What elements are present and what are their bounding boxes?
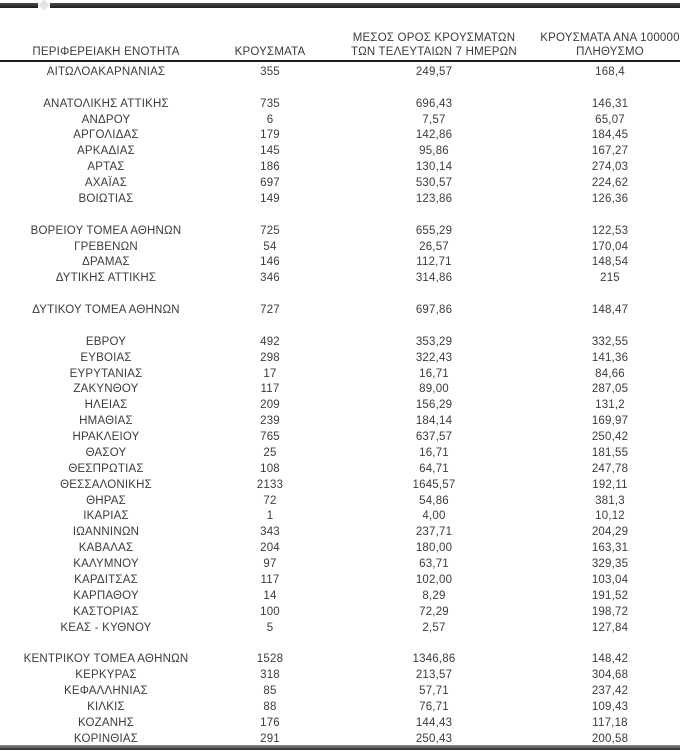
cell-regional-unit: ΗΛΕΙΑΣ xyxy=(84,399,128,412)
cell-regional-unit: ΑΝΔΡΟΥ xyxy=(81,113,131,126)
cell-7day-average: 4,00 xyxy=(422,510,446,523)
cell-regional-unit: ΔΡΑΜΑΣ xyxy=(82,256,130,269)
cell-regional-unit: ΚΑΣΤΟΡΙΑΣ xyxy=(73,605,139,618)
column-header-regional-unit xyxy=(0,45,212,59)
page-top-edge-bar-left xyxy=(0,3,38,8)
cell-7day-average: 314,86 xyxy=(415,272,453,285)
cell-regional-unit: ΚΕΦΑΛΛΗΝΙΑΣ xyxy=(63,685,148,698)
table-row xyxy=(0,683,680,699)
cell-7day-average: 696,43 xyxy=(415,97,453,110)
table-row xyxy=(0,540,680,556)
table-row xyxy=(0,64,680,80)
cell-cases-per-100000: 84,66 xyxy=(595,367,625,380)
cell-cases: 186 xyxy=(260,161,280,174)
table-row xyxy=(0,572,680,588)
table-row xyxy=(0,445,680,461)
cell-regional-unit: ΘΕΣΣΑΛΟΝΙΚΗΣ xyxy=(60,478,152,491)
cell-7day-average: 102,00 xyxy=(415,573,453,586)
table-row xyxy=(0,493,680,509)
cell-cases: 145 xyxy=(260,145,280,158)
cell-regional-unit: ΘΑΣΟΥ xyxy=(85,446,127,459)
cell-cases-per-100000: 10,12 xyxy=(595,510,625,523)
cell-cases: 343 xyxy=(260,526,280,539)
cell-cases-per-100000: 65,07 xyxy=(595,113,625,126)
cell-cases: 5 xyxy=(266,621,274,634)
cell-cases-per-100000: 250,42 xyxy=(591,431,629,444)
cell-7day-average: 530,57 xyxy=(415,177,453,190)
table-row xyxy=(0,112,680,128)
cell-cases-per-100000: 198,72 xyxy=(591,605,629,618)
cell-7day-average: 54,86 xyxy=(419,494,449,507)
cell-cases: 204 xyxy=(260,542,280,555)
cell-7day-average: 144,43 xyxy=(415,716,453,729)
cell-cases: 697 xyxy=(260,177,280,190)
table-row xyxy=(0,366,680,382)
table-row xyxy=(0,397,680,413)
table-row xyxy=(0,715,680,731)
cell-regional-unit: ΙΚΑΡΙΑΣ xyxy=(83,510,129,523)
cell-cases-per-100000: 168,4 xyxy=(595,65,625,78)
cell-cases-per-100000: 332,55 xyxy=(591,335,629,348)
cell-cases: 117 xyxy=(260,383,280,396)
table-row xyxy=(0,699,680,715)
cell-7day-average: 322,43 xyxy=(415,351,453,364)
cell-cases-per-100000: 148,42 xyxy=(591,653,629,666)
table-spacer-row xyxy=(0,207,680,223)
cell-cases-per-100000: 117,18 xyxy=(592,716,628,729)
table-row xyxy=(0,223,680,239)
cell-7day-average: 130,14 xyxy=(415,161,453,174)
cell-cases: 72 xyxy=(263,494,277,507)
cell-cases: 179 xyxy=(260,129,280,142)
table-row xyxy=(0,477,680,493)
cell-7day-average: 89,00 xyxy=(419,383,449,396)
cell-cases-per-100000: 169,97 xyxy=(591,415,629,428)
cell-regional-unit: ΙΩΑΝΝΙΝΩΝ xyxy=(72,526,140,539)
cell-7day-average: 142,86 xyxy=(415,129,453,142)
column-header-cases xyxy=(212,45,328,59)
cell-cases: 725 xyxy=(260,224,280,237)
table-row xyxy=(0,588,680,604)
cell-cases-per-100000: 200,58 xyxy=(591,732,629,745)
cell-7day-average: 353,29 xyxy=(415,335,453,348)
cell-cases-per-100000: 181,55 xyxy=(591,446,629,459)
cell-cases: 298 xyxy=(260,351,280,364)
cell-cases: 492 xyxy=(260,335,280,348)
cell-cases-per-100000: 148,54 xyxy=(591,256,629,269)
cell-cases-per-100000: 224,62 xyxy=(591,177,629,190)
cell-cases-per-100000: 247,78 xyxy=(591,462,629,475)
cell-cases-per-100000: 184,45 xyxy=(591,129,629,142)
cell-regional-unit: ΔΥΤΙΚΟΥ ΤΟΜΕΑ ΑΘΗΝΩΝ xyxy=(32,304,180,317)
cell-7day-average: 249,57 xyxy=(415,65,453,78)
cell-regional-unit: ΔΥΤΙΚΗΣ ΑΤΤΙΚΗΣ xyxy=(55,272,157,285)
table-row xyxy=(0,461,680,477)
cell-cases: 17 xyxy=(263,367,277,380)
cell-regional-unit: ΑΡΚΑΔΙΑΣ xyxy=(77,145,135,158)
cell-cases: 149 xyxy=(260,192,280,205)
cell-cases: 6 xyxy=(266,113,274,126)
column-header-cases-per-100000 xyxy=(540,31,680,59)
cell-cases: 239 xyxy=(260,415,280,428)
cell-cases: 291 xyxy=(260,732,280,745)
cell-cases-per-100000: 215 xyxy=(600,272,620,285)
column-header-label-line1: ΚΡΟΥΣΜΑΤΑ ΑΝΑ 100000 xyxy=(540,32,680,44)
cell-regional-unit: ΚΕΡΚΥΡΑΣ xyxy=(75,669,137,682)
cell-cases: 14 xyxy=(263,589,277,602)
cell-7day-average: 63,71 xyxy=(419,558,449,571)
cell-cases-per-100000: 103,04 xyxy=(591,573,629,586)
cell-regional-unit: ΚΑΛΥΜΝΟΥ xyxy=(73,558,139,571)
table-row xyxy=(0,143,680,159)
cell-7day-average: 26,57 xyxy=(419,240,449,253)
cell-7day-average: 16,71 xyxy=(419,446,449,459)
cell-regional-unit: ΘΗΡΑΣ xyxy=(86,494,126,507)
table-spacer-row xyxy=(0,80,680,96)
cell-cases: 355 xyxy=(260,65,280,78)
cell-regional-unit: ΗΜΑΘΙΑΣ xyxy=(79,415,133,428)
table-spacer-row xyxy=(0,636,680,652)
cell-cases: 346 xyxy=(260,272,280,285)
table-row xyxy=(0,509,680,525)
table-header-row xyxy=(0,30,680,62)
cell-cases: 1 xyxy=(266,510,274,523)
column-header-7day-average xyxy=(328,31,540,59)
table-row xyxy=(0,429,680,445)
table-row xyxy=(0,239,680,255)
cell-cases-per-100000: 131,2 xyxy=(595,399,625,412)
cell-cases-per-100000: 109,43 xyxy=(591,700,629,713)
cell-cases: 85 xyxy=(263,685,277,698)
cell-regional-unit: ΑΡΓΟΛΙΔΑΣ xyxy=(73,129,139,142)
cell-cases-per-100000: 127,84 xyxy=(591,621,629,634)
table-row xyxy=(0,524,680,540)
cell-cases-per-100000: 146,31 xyxy=(591,97,629,110)
cell-cases-per-100000: 274,03 xyxy=(591,161,629,174)
table-body xyxy=(0,64,680,747)
cell-7day-average: 1346,86 xyxy=(412,653,456,666)
cell-7day-average: 237,71 xyxy=(415,526,453,539)
cell-cases: 54 xyxy=(263,240,277,253)
cell-regional-unit: ΕΥΡΥΤΑΝΙΑΣ xyxy=(69,367,143,380)
table-row xyxy=(0,620,680,636)
table-row xyxy=(0,191,680,207)
cell-cases: 318 xyxy=(260,669,280,682)
cell-7day-average: 1645,57 xyxy=(412,478,456,491)
cell-regional-unit: ΘΕΣΠΡΩΤΙΑΣ xyxy=(68,462,144,475)
table-row xyxy=(0,382,680,398)
table-row xyxy=(0,175,680,191)
column-header-label: ΚΡΟΥΣΜΑΤΑ xyxy=(234,46,306,58)
cell-cases-per-100000: 381,3 xyxy=(595,494,625,507)
cell-regional-unit: ΑΡΤΑΣ xyxy=(87,161,125,174)
cell-cases: 727 xyxy=(260,304,280,317)
cell-regional-unit: ΕΒΡΟΥ xyxy=(85,335,127,348)
cell-cases-per-100000: 148,47 xyxy=(591,304,629,317)
table-row xyxy=(0,159,680,175)
cell-regional-unit: ΚΑΡΔΙΤΣΑΣ xyxy=(74,573,138,586)
cell-7day-average: 697,86 xyxy=(415,304,453,317)
cell-7day-average: 57,71 xyxy=(419,685,449,698)
cell-regional-unit: ΑΧΑΪΑΣ xyxy=(84,177,128,190)
cell-7day-average: 112,71 xyxy=(416,256,452,269)
cell-7day-average: 72,29 xyxy=(419,605,449,618)
cell-7day-average: 250,43 xyxy=(415,732,453,745)
cell-7day-average: 156,29 xyxy=(415,399,453,412)
table-row xyxy=(0,302,680,318)
cell-cases: 146 xyxy=(260,256,280,269)
cell-7day-average: 184,14 xyxy=(415,415,453,428)
cell-cases-per-100000: 237,42 xyxy=(591,685,629,698)
table-row xyxy=(0,128,680,144)
cell-regional-unit: ΑΝΑΤΟΛΙΚΗΣ ΑΤΤΙΚΗΣ xyxy=(43,97,169,110)
cell-regional-unit: ΚΟΡΙΝΘΙΑΣ xyxy=(73,732,139,745)
cell-cases: 2133 xyxy=(256,478,284,491)
cell-7day-average: 95,86 xyxy=(419,145,449,158)
cell-cases: 735 xyxy=(260,97,280,110)
cell-regional-unit: ΚΟΖΑΝΗΣ xyxy=(77,716,135,729)
cell-cases-per-100000: 287,05 xyxy=(591,383,629,396)
cell-7day-average: 2,57 xyxy=(422,621,446,634)
table-spacer-row xyxy=(0,318,680,334)
cell-7day-average: 16,71 xyxy=(419,367,449,380)
cell-regional-unit: ΗΡΑΚΛΕΙΟΥ xyxy=(72,431,140,444)
cell-cases-per-100000: 122,53 xyxy=(591,224,629,237)
cell-cases: 176 xyxy=(260,716,280,729)
cell-regional-unit: ΓΡΕΒΕΝΩΝ xyxy=(74,240,138,253)
cell-cases: 88 xyxy=(263,700,277,713)
column-header-label: ΠΕΡΙΦΕΡΕΙΑΚΗ ΕΝΟΤΗΤΑ xyxy=(32,46,180,58)
table-row xyxy=(0,350,680,366)
cell-cases-per-100000: 126,36 xyxy=(591,192,629,205)
cell-cases: 108 xyxy=(260,462,280,475)
cell-cases: 1528 xyxy=(256,653,284,666)
cell-cases: 100 xyxy=(260,605,280,618)
cell-cases-per-100000: 167,27 xyxy=(591,145,629,158)
cell-regional-unit: ΚΑΒΑΛΑΣ xyxy=(78,542,134,555)
cell-cases-per-100000: 141,36 xyxy=(591,351,629,364)
table-row xyxy=(0,667,680,683)
table-resize-handle-icon[interactable] xyxy=(38,0,49,11)
cell-cases-per-100000: 192,11 xyxy=(592,478,628,491)
cell-7day-average: 8,29 xyxy=(422,589,446,602)
page-top-edge-bar-right xyxy=(50,3,680,8)
cell-cases: 117 xyxy=(260,573,280,586)
cell-cases: 209 xyxy=(260,399,280,412)
column-header-label-line2: ΤΩΝ ΤΕΛΕΥΤΑΙΩΝ 7 ΗΜΕΡΩΝ xyxy=(351,46,517,58)
cell-7day-average: 655,29 xyxy=(415,224,453,237)
page-bottom-edge-bar xyxy=(0,745,680,750)
cell-cases-per-100000: 304,68 xyxy=(591,669,629,682)
table-row xyxy=(0,96,680,112)
cell-regional-unit: ΚΑΡΠΑΘΟΥ xyxy=(73,589,139,602)
table-row xyxy=(0,651,680,667)
cell-regional-unit: ΕΥΒΟΙΑΣ xyxy=(80,351,132,364)
table-row xyxy=(0,556,680,572)
cell-regional-unit: ΒΟΡΕΙΟΥ ΤΟΜΕΑ ΑΘΗΝΩΝ xyxy=(30,224,182,237)
cell-regional-unit: ΖΑΚΥΝΘΟΥ xyxy=(73,383,139,396)
cell-cases: 25 xyxy=(263,446,277,459)
cell-7day-average: 637,57 xyxy=(415,431,453,444)
cell-7day-average: 64,71 xyxy=(419,462,449,475)
cell-cases-per-100000: 329,35 xyxy=(591,558,629,571)
cell-7day-average: 123,86 xyxy=(415,192,453,205)
table-row xyxy=(0,270,680,286)
table-row xyxy=(0,413,680,429)
cell-7day-average: 7,57 xyxy=(422,113,446,126)
table-row xyxy=(0,255,680,271)
column-header-label-line1: ΜΕΣΟΣ ΟΡΟΣ ΚΡΟΥΣΜΑΤΩΝ xyxy=(352,32,516,44)
cell-cases-per-100000: 191,52 xyxy=(591,589,629,602)
cell-regional-unit: ΚΕΑΣ - ΚΥΘΝΟΥ xyxy=(60,621,152,634)
cell-7day-average: 180,00 xyxy=(415,542,453,555)
column-header-label-line2: ΠΛΗΘΥΣΜΟ xyxy=(576,46,644,58)
cell-regional-unit: ΒΟΙΩΤΙΑΣ xyxy=(78,192,134,205)
cell-cases-per-100000: 170,04 xyxy=(591,240,629,253)
cell-cases-per-100000: 204,29 xyxy=(591,526,629,539)
cell-7day-average: 76,71 xyxy=(419,700,449,713)
table-spacer-row xyxy=(0,286,680,302)
cell-cases: 765 xyxy=(260,431,280,444)
cell-regional-unit: ΚΕΝΤΡΙΚΟΥ ΤΟΜΕΑ ΑΘΗΝΩΝ xyxy=(23,653,189,666)
cell-7day-average: 213,57 xyxy=(415,669,453,682)
cell-regional-unit: ΑΙΤΩΛΟΑΚΑΡΝΑΝΙΑΣ xyxy=(46,65,166,78)
table-row xyxy=(0,604,680,620)
cell-cases-per-100000: 163,31 xyxy=(591,542,629,555)
cell-regional-unit: ΚΙΛΚΙΣ xyxy=(87,700,125,713)
cell-cases: 97 xyxy=(263,558,277,571)
table-row xyxy=(0,334,680,350)
